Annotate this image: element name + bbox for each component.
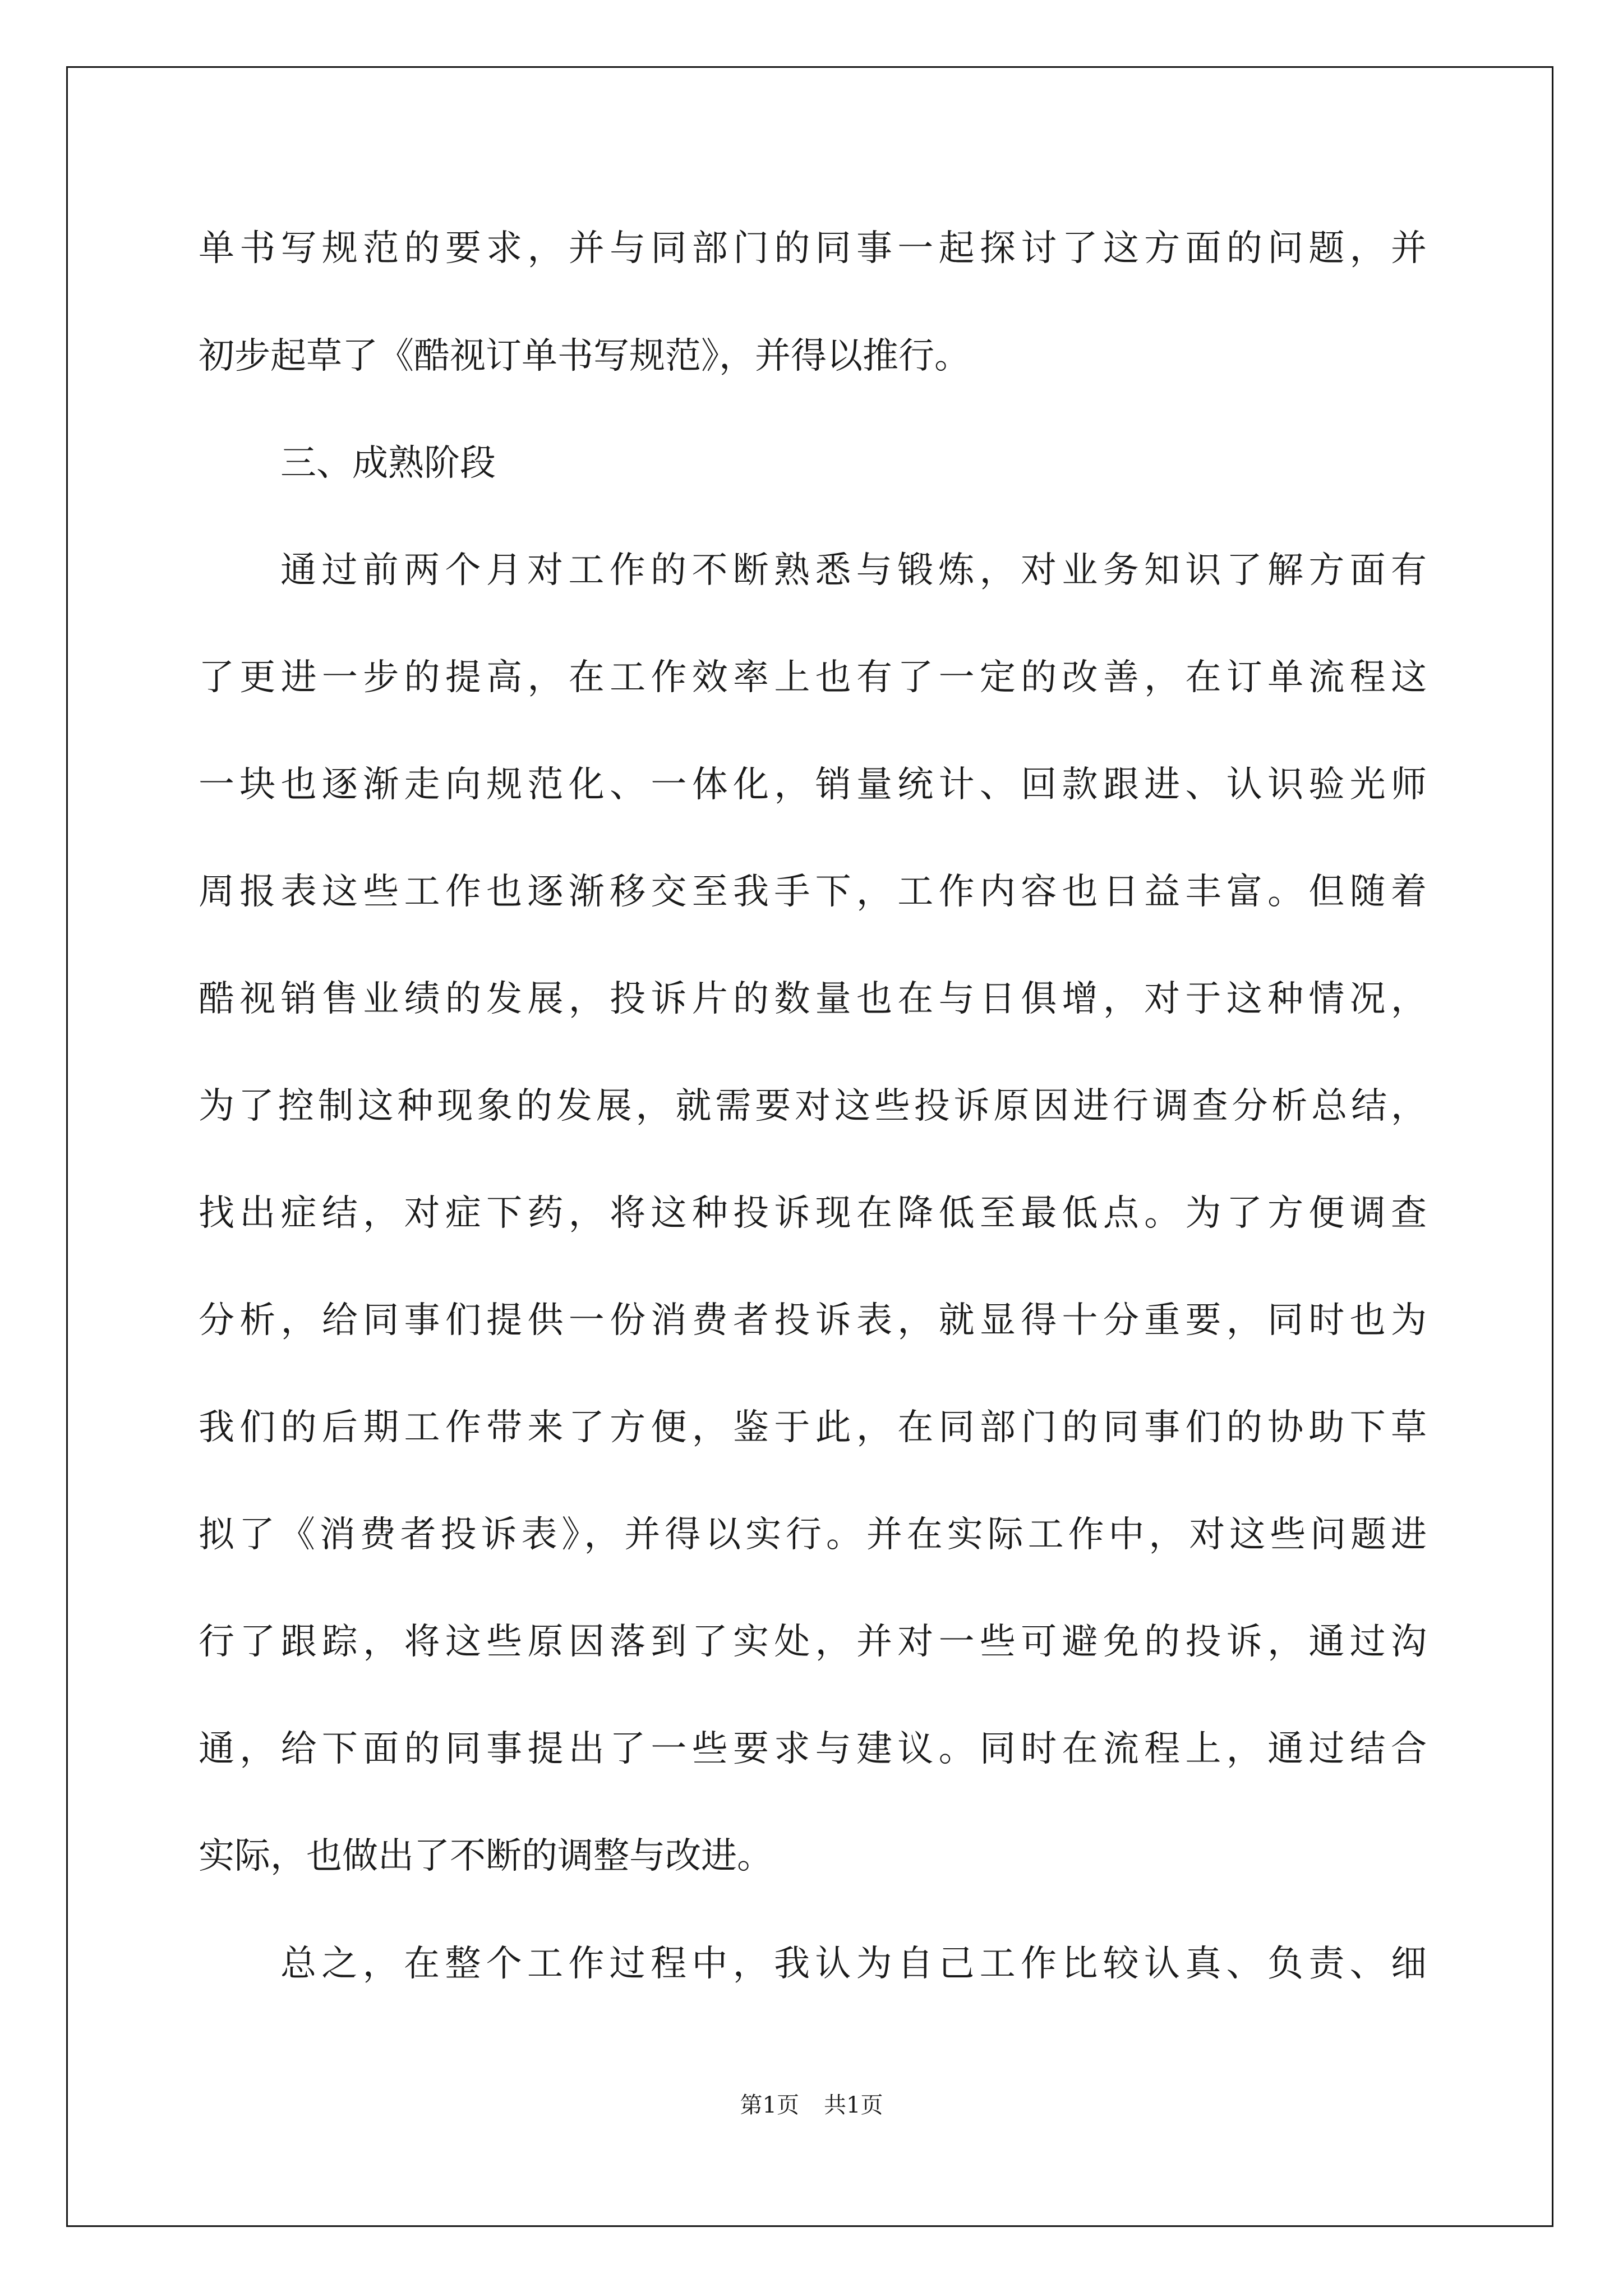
- section-heading: 三、成熟阶段: [280, 443, 496, 484]
- paragraph-line: 了更进一步的提高，在工作效率上也有了一定的改善，在订单流程这: [199, 657, 1427, 698]
- paragraph-line: 初步起草了《酷视订单书写规范》，并得以推行。: [199, 335, 970, 377]
- paragraph-line: 周报表这些工作也逐渐移交至我手下，工作内容也日益丰富。但随着: [199, 871, 1427, 913]
- paragraph-line: 单书写规范的要求，并与同部门的同事一起探讨了这方面的问题，并: [199, 228, 1427, 269]
- page-number: 第1页: [740, 2092, 799, 2118]
- page-total: 共1页: [824, 2092, 883, 2118]
- paragraph-line: 分析，给同事们提供一份消费者投诉表，就显得十分重要，同时也为: [199, 1300, 1427, 1341]
- paragraph-line: 找出症结，对症下药，将这种投诉现在降低至最低点。为了方便调查: [199, 1193, 1427, 1234]
- page-border: [66, 66, 1553, 2227]
- page-footer: [0, 2088, 1623, 2122]
- paragraph-line: 总之，在整个工作过程中，我认为自己工作比较认真、负责、细: [280, 1943, 1427, 1985]
- paragraph-line: 为了控制这种现象的发展，就需要对这些投诉原因进行调查分析总结，: [199, 1085, 1427, 1127]
- paragraph-line: 拟了《消费者投诉表》，并得以实行。并在实际工作中，对这些问题进: [199, 1514, 1427, 1556]
- paragraph-line: 实际，也做出了不断的调整与改进。: [199, 1835, 773, 1877]
- paragraph-line: 一块也逐渐走向规范化、一体化，销量统计、回款跟进、认识验光师: [199, 764, 1427, 806]
- paragraph-line: 通过前两个月对工作的不断熟悉与锻炼，对业务知识了解方面有: [280, 550, 1427, 591]
- paragraph-line: 我们的后期工作带来了方便，鉴于此，在同部门的同事们的协助下草: [199, 1407, 1427, 1448]
- paragraph-line: 行了跟踪，将这些原因落到了实处，并对一些可避免的投诉，通过沟: [199, 1621, 1427, 1663]
- paragraph-line: 酷视销售业绩的发展，投诉片的数量也在与日俱增，对于这种情况，: [199, 978, 1427, 1020]
- paragraph-line: 通，给下面的同事提出了一些要求与建议。同时在流程上，通过结合: [199, 1728, 1427, 1770]
